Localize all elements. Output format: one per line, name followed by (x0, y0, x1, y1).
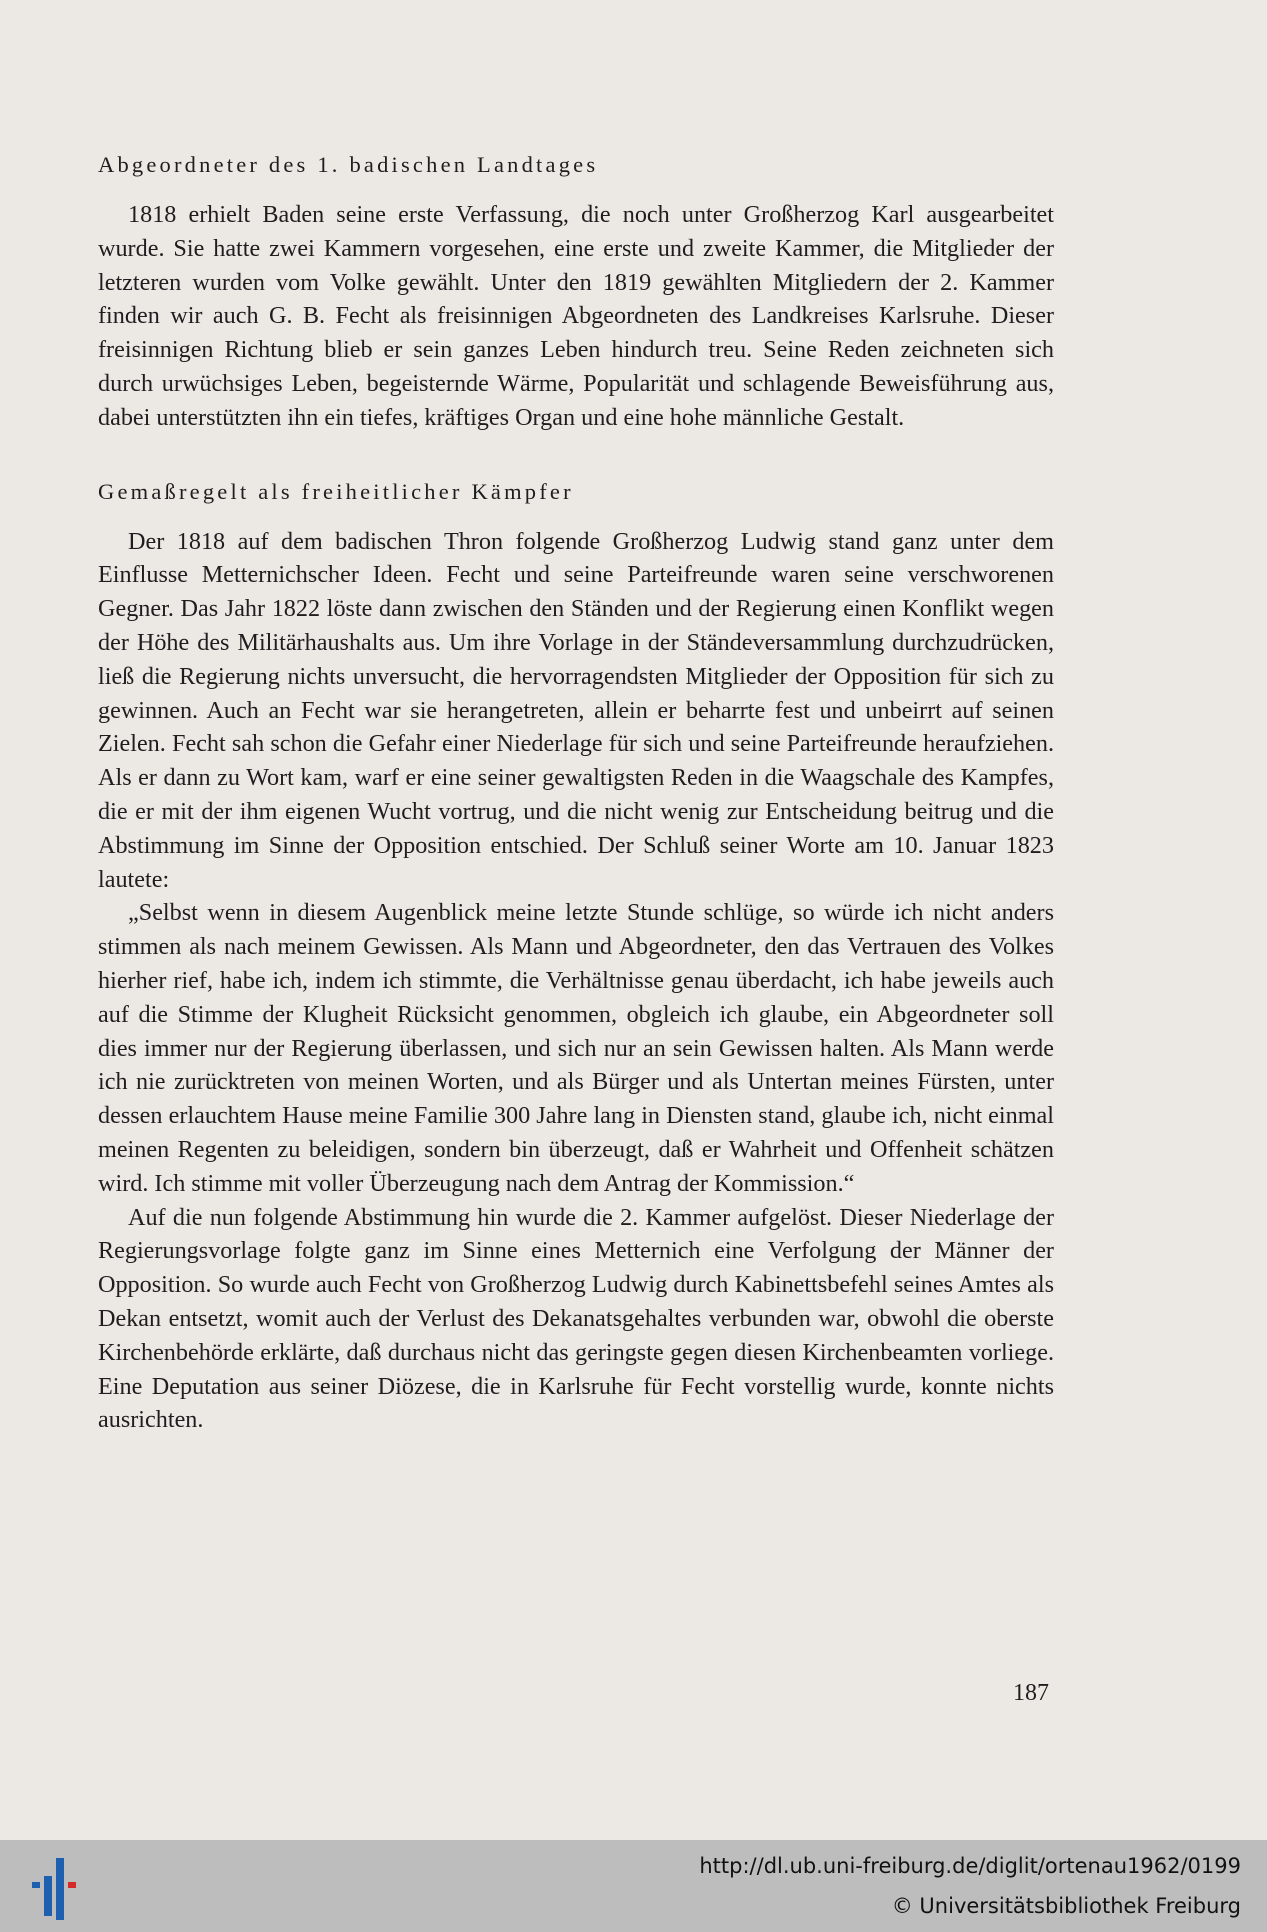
paragraph: 1818 erhielt Baden seine erste Verfassung, die noch unter Großherzog Karl ausgearbeitet wurde. Sie hatte zwei Kammern vorgesehen, eine erste und zweite Kammer, die Mitglieder der letzteren wurden vom Volke gewählt. Unter den 1819 gewählten Mitgliedern der 2. Kammer finden wir auch G. B. Fecht als freisinnigen Abgeordneten des Landkreises Karlsruhe. Dieser freisinnigen Richtung blieb er sein ganzes Leben hindurch treu. Seine Reden zeichneten sich durch urwüchsiges Leben, begeisternde Wärme, Popularität und schlagende Beweisführung aus, dabei unterstützten ihn ein tiefes, kräftiges Organ und eine hohe männliche Gestalt. (98, 201, 1054, 431)
paragraph: Auf die nun folgende Abstimmung hin wurde die 2. Kammer aufgelöst. Dieser Niederlage der Regierungsvorlage folgte ganz im Sinne eines Metternich eine Verfolgung der Männer der Opposition. So wurde auch Fecht von Großherzog Ludwig durch Kabinettsbefehl seines Amtes als Dekan entsetzt, womit auch der Verlust des Dekanatsgehaltes verbunden war, obwohl die oberste Kirchenbehörde erklärte, daß durchaus nicht das geringste gegen diesen Kirchenbeamten vorliege. Eine Deputation aus seiner Diözese, die in Karlsruhe für Fecht vorstellig wurde, konnte nichts ausrichten. (98, 1203, 1054, 1434)
paragraph: Der 1818 auf dem badischen Thron folgende Großherzog Ludwig stand ganz unter dem Einflusse Metternichscher Ideen. Fecht und seine Parteifreunde waren seine verschworenen Gegner. Das Jahr 1822 löste dann zwischen den Ständen und der Regierung einen Konflikt wegen der Höhe des Militärhaushalts aus. Um ihre Vorlage in der Ständeversammlung durchzudrücken, ließ die Regierung nichts unversucht, die hervorragendsten Mitglieder der Opposition für sich zu gewinnen. Auch an Fecht war sie herangetreten, allein er beharrte fest und unbeirrt auf seinen Zielen. Fecht sah schon die Gefahr einer Niederlage für sich und seine Parteifreunde heraufziehen. Als er dann zu Wort kam, warf er eine seiner gewaltigsten Reden in die Waagschale des Kampfes, die er mit der ihm eigenen Wucht vortrug, und die nicht wenig zur Entscheidung beitrug und die Abstimmung im Sinne der Opposition entschied. Der Schluß seiner Worte am 10. Januar 1823 lautete: (98, 527, 1054, 893)
section-heading-2: Gemaßregelt als freiheitlicher Kämpfer (98, 478, 574, 504)
ub-freiburg-logo-icon (30, 1850, 80, 1922)
text-block (98, 148, 1054, 1437)
quote-paragraph: „Selbst wenn in diesem Augenblick meine letzte Stunde schlüge, so würde ich nicht anders stimmen als nach meinem Gewissen. Als Mann und Abgeordneter, den das Vertrauen des Volkes hierher rief, habe ich, indem ich stimmte, die Verhältnisse genau überdacht, ich habe jeweils auch auf die Stimme der Klugheit Rücksicht genommen, obgleich ich glaube, ein Abgeordneter soll dies immer nur der Regierung überlassen, und sich nur an sein Gewissen halten. Als Mann werde ich nie zurücktreten von meinen Worten, und als Bürger und als Untertan meines Fürsten, unter dessen erlauchtem Hause meine Familie 300 Jahre lang in Diensten stand, glaube ich, nicht einmal meinen Regenten zu beleidigen, sondern bin überzeugt, daß er Wahrheit und Offenheit schätzen wird. Ich stimme mit voller Überzeugung nach dem Antrag der Kommission.“ (98, 899, 1054, 1197)
copyright-notice: © Universitätsbibliothek Freiburg (891, 1894, 1241, 1918)
section-heading-1: Abgeordneter des 1. badischen Landtages (98, 152, 599, 177)
page-number: 187 (1013, 1680, 1049, 1706)
permalink-url[interactable]: http://dl.ub.uni-freiburg.de/diglit/ortenau1962/0199 (699, 1854, 1241, 1878)
